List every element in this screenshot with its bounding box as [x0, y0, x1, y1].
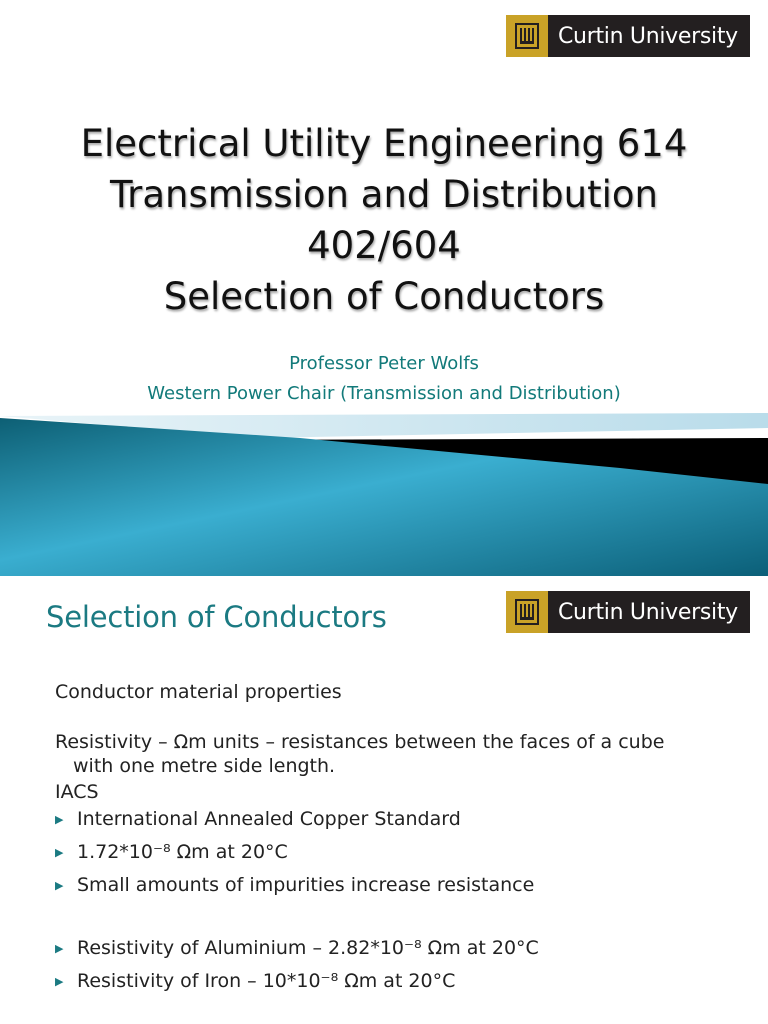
slide2-body	[55, 680, 755, 999]
slide2-title: Selection of Conductors	[46, 600, 387, 634]
list-item	[55, 870, 755, 903]
intro-text: Conductor material properties	[55, 681, 342, 703]
author-affiliation: Western Power Chair (Transmission and Distribution)	[147, 383, 621, 404]
title-line-3: 402/604	[307, 224, 461, 267]
decorative-wave-banner	[0, 410, 768, 576]
resistivity-line-2: with one metre side length.	[73, 755, 336, 777]
brand-name-2: Curtin University	[558, 599, 738, 625]
curtin-logo	[506, 15, 750, 57]
bullet-text: International Annealed Copper Standard	[77, 808, 461, 830]
brand-name: Curtin University	[558, 23, 738, 49]
bullet-text: Resistivity of Aluminium – 2.82*10⁻⁸ Ωm at 20°C	[77, 937, 539, 959]
triangle-right-icon: ▶	[55, 942, 64, 955]
title-line-2: Transmission and Distribution	[109, 173, 658, 216]
triangle-right-icon: ▶	[55, 846, 64, 859]
title-line-4: Selection of Conductors	[163, 275, 605, 318]
slide-subtitle	[0, 349, 768, 409]
bullet-text: Resistivity of Iron – 10*10⁻⁸ Ωm at 20°C	[77, 970, 456, 992]
list-item	[55, 933, 755, 966]
title-line-1: Electrical Utility Engineering 614	[80, 122, 688, 165]
bullet-text: Small amounts of impurities increase resistance	[77, 874, 535, 896]
crest-icon	[506, 591, 548, 633]
bullet-text: 1.72*10⁻⁸ Ωm at 20°C	[77, 841, 288, 863]
slide-title	[0, 118, 768, 322]
crest-icon	[506, 15, 548, 57]
triangle-right-icon: ▶	[55, 975, 64, 988]
triangle-right-icon: ▶	[55, 879, 64, 892]
curtin-logo-2	[506, 591, 750, 633]
author-name: Professor Peter Wolfs	[289, 353, 479, 374]
iacs-heading: IACS	[55, 781, 99, 803]
list-item	[55, 804, 755, 837]
resistivity-line-1: Resistivity – Ωm units – resistances between the faces of a cube	[55, 731, 665, 753]
list-item	[55, 837, 755, 870]
list-item	[55, 966, 755, 999]
triangle-right-icon: ▶	[55, 813, 64, 826]
